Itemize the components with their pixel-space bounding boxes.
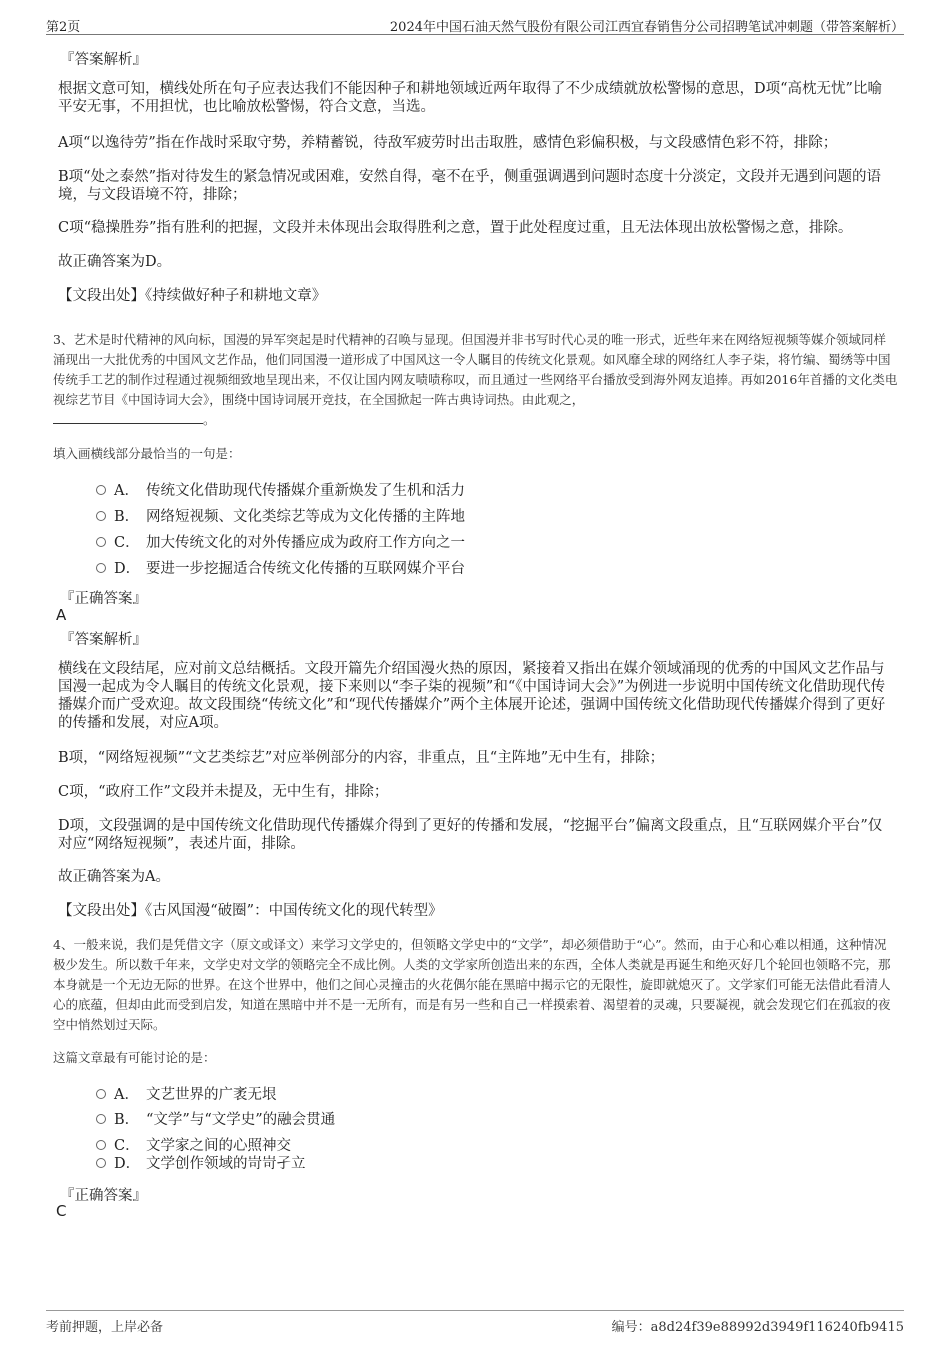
page-footer: [46, 1310, 904, 1335]
q2-analysis-label: 『答案解析』: [60, 52, 147, 68]
page-number: 第2页: [46, 20, 81, 35]
q2-source: 【文段出处】《持续做好种子和耕地文章》: [58, 288, 327, 304]
q2-conclusion: 故正确答案为D。: [58, 254, 172, 270]
q3-conclusion: 故正确答案为A。: [58, 869, 170, 885]
fill-blank: [53, 411, 203, 424]
footer-slogan: 考前押题，上岸必备: [46, 1320, 164, 1335]
q4-prompt: 这篇文章最有可能讨论的是：: [53, 1050, 216, 1065]
q3-prompt: 填入画横线部分最恰当的一句是：: [53, 446, 241, 461]
radio-icon[interactable]: [96, 511, 106, 521]
radio-icon[interactable]: [96, 537, 106, 547]
radio-icon[interactable]: [96, 1114, 106, 1124]
q3-correct-answer: A: [56, 606, 67, 624]
radio-icon[interactable]: [96, 1089, 106, 1099]
q2-analysis-para: A项“以逸待劳”指在作战时采取守势，养精蓄锐，待敌军疲劳时出击取胜，感情色彩偏积极，与文段感情色彩不符，排除；: [58, 135, 838, 151]
q3-analysis-para: B项，“网络短视频”“文艺类综艺”对应举例部分的内容，非重点，且“主阵地”无中生有，排除；: [58, 750, 665, 766]
q3-correct-label: 『正确答案』: [60, 591, 147, 607]
q2-analysis-para: B项“处之泰然”指对待发生的紧急情况或困难，安然自得，毫不在乎，侧重强调遇到问题时态度十分淡定，文段并无遇到问题的语境，与文段语境不符，排除；: [58, 169, 881, 203]
q2-analysis-para: C项“稳操胜券”指有胜利的把握，文段并未体现出会取得胜利之意，置于此处程度过重，且无法体现出放松警惕之意，排除。: [58, 220, 853, 236]
q2-analysis-para: 根据文意可知，横线处所在句子应表达我们不能因种子和耕地领域近两年取得了不少成绩就放松警惕的意思，D项“高枕无忧”比喻平安无事，不用担忧，也比喻放松警惕，符合文意，当选。: [58, 81, 882, 115]
q4-correct-label: 『正确答案』: [60, 1188, 147, 1204]
q3-analysis-para: C项，“政府工作”文段并未提及，无中生有，排除；: [58, 784, 389, 800]
radio-icon[interactable]: [96, 1140, 106, 1150]
q4-option-b[interactable]: B． “文学”与“文学史”的融会贯通: [96, 1110, 335, 1130]
page-header: [46, 14, 904, 35]
q3-stem: 3、艺术是时代精神的风向标，国漫的异军突起是时代精神的召唤与显现。但国漫并非书写时代心灵的唯一形式，近些年来在网络短视频等媒介领域同样涌现出一大批优秀的中国风文艺作品，他们同国漫一道形成了中国风这一令人瞩目的传统文化景观。如风靡全球的网络红人李子柒，将竹编、蜀绣等中国传统手工艺的制作过程通过视频细致地呈现出来，不仅让国内网友啧啧称叹，而且通过一些网络平台播放受到海外网友追捧。再如2016年首播的文化类电视综艺节目《中国诗词大会》，围绕中国诗词展开竞技，在全国掀起一阵古典诗词热。由此观之， 。: [53, 332, 898, 427]
document-id: 编号：a8d24f39e88992d3949f116240fb9415: [611, 1320, 904, 1335]
q3-analysis-para: 横线在文段结尾，应对前文总结概括。文段开篇先介绍国漫火热的原因，紧接着又指出在媒介领域涌现的优秀的中国风文艺作品与国漫一起成为令人瞩目的传统文化景观，接下来则以“李子柒的视频”和“《中国诗词大会》”为例进一步说明中国传统文化借助现代传播媒介而广受欢迎。故文段围绕“传统文化”和“现代传播媒介”两个主体展开论述，强调中国传统文化借助现代传播媒介得到了更好的传播和发展，对应A项。: [58, 661, 886, 731]
q3-option-d[interactable]: D． 要进一步挖掘适合传统文化传播的互联网媒介平台: [96, 559, 465, 579]
q4-option-d[interactable]: D． 文学创作领域的岢岢孑立: [96, 1154, 306, 1174]
q3-option-b[interactable]: B． 网络短视频、文化类综艺等成为文化传播的主阵地: [96, 507, 465, 527]
document-title: 2024年中国石油天然气股份有限公司江西宜春销售分公司招聘笔试冲刺题（带答案解析）: [389, 20, 904, 35]
q4-option-a[interactable]: A． 文艺世界的广袤无垠: [96, 1085, 277, 1105]
q3-option-a[interactable]: A． 传统文化借助现代传播媒介重新焕发了生机和活力: [96, 481, 465, 501]
radio-icon[interactable]: [96, 1158, 106, 1168]
q3-analysis-para: D项，文段强调的是中国传统文化借助现代传播媒介得到了更好的传播和发展，“挖掘平台”偏离文段重点，且“互联网媒介平台”仅对应“网络短视频”，表述片面，排除。: [58, 818, 883, 852]
radio-icon[interactable]: [96, 563, 106, 573]
q4-option-c[interactable]: C． 文学家之间的心照神交: [96, 1136, 291, 1156]
q3-analysis-label: 『答案解析』: [60, 632, 147, 648]
q4-correct-answer: C: [56, 1202, 67, 1220]
radio-icon[interactable]: [96, 485, 106, 495]
q4-stem: 4、一般来说，我们是凭借文字（原文或译文）来学习文学史的，但领略文学史中的“文学”，却必须借助于“心”。然而，由于心和心难以相通，这种情况极少发生。所以数千年来，文学史对文学的领略完全不成比例。人类的文学家所创造出来的东西，全体人类就是再诞生和绝灭好几个轮回也领略不完，那本身就是一个无边无际的世界。在这个世界中，他们之间心灵撞击的火花偶尔能在黑暗中揭示它的无限性，旋即就熄灭了。文学家们可能无法借此看清人心的底蕴，但却由此而受到启发，知道在黑暗中并不是一无所有，而是有另一些和自己一样摸索着、渴望着的灵魂，只要凝视，就会发现它们在孤寂的夜空中悄然划过天际。: [53, 937, 891, 1032]
q3-option-c[interactable]: C． 加大传统文化的对外传播应成为政府工作方向之一: [96, 533, 465, 553]
q3-source: 【文段出处】《古风国漫“破圈”：中国传统文化的现代转型》: [58, 903, 443, 919]
